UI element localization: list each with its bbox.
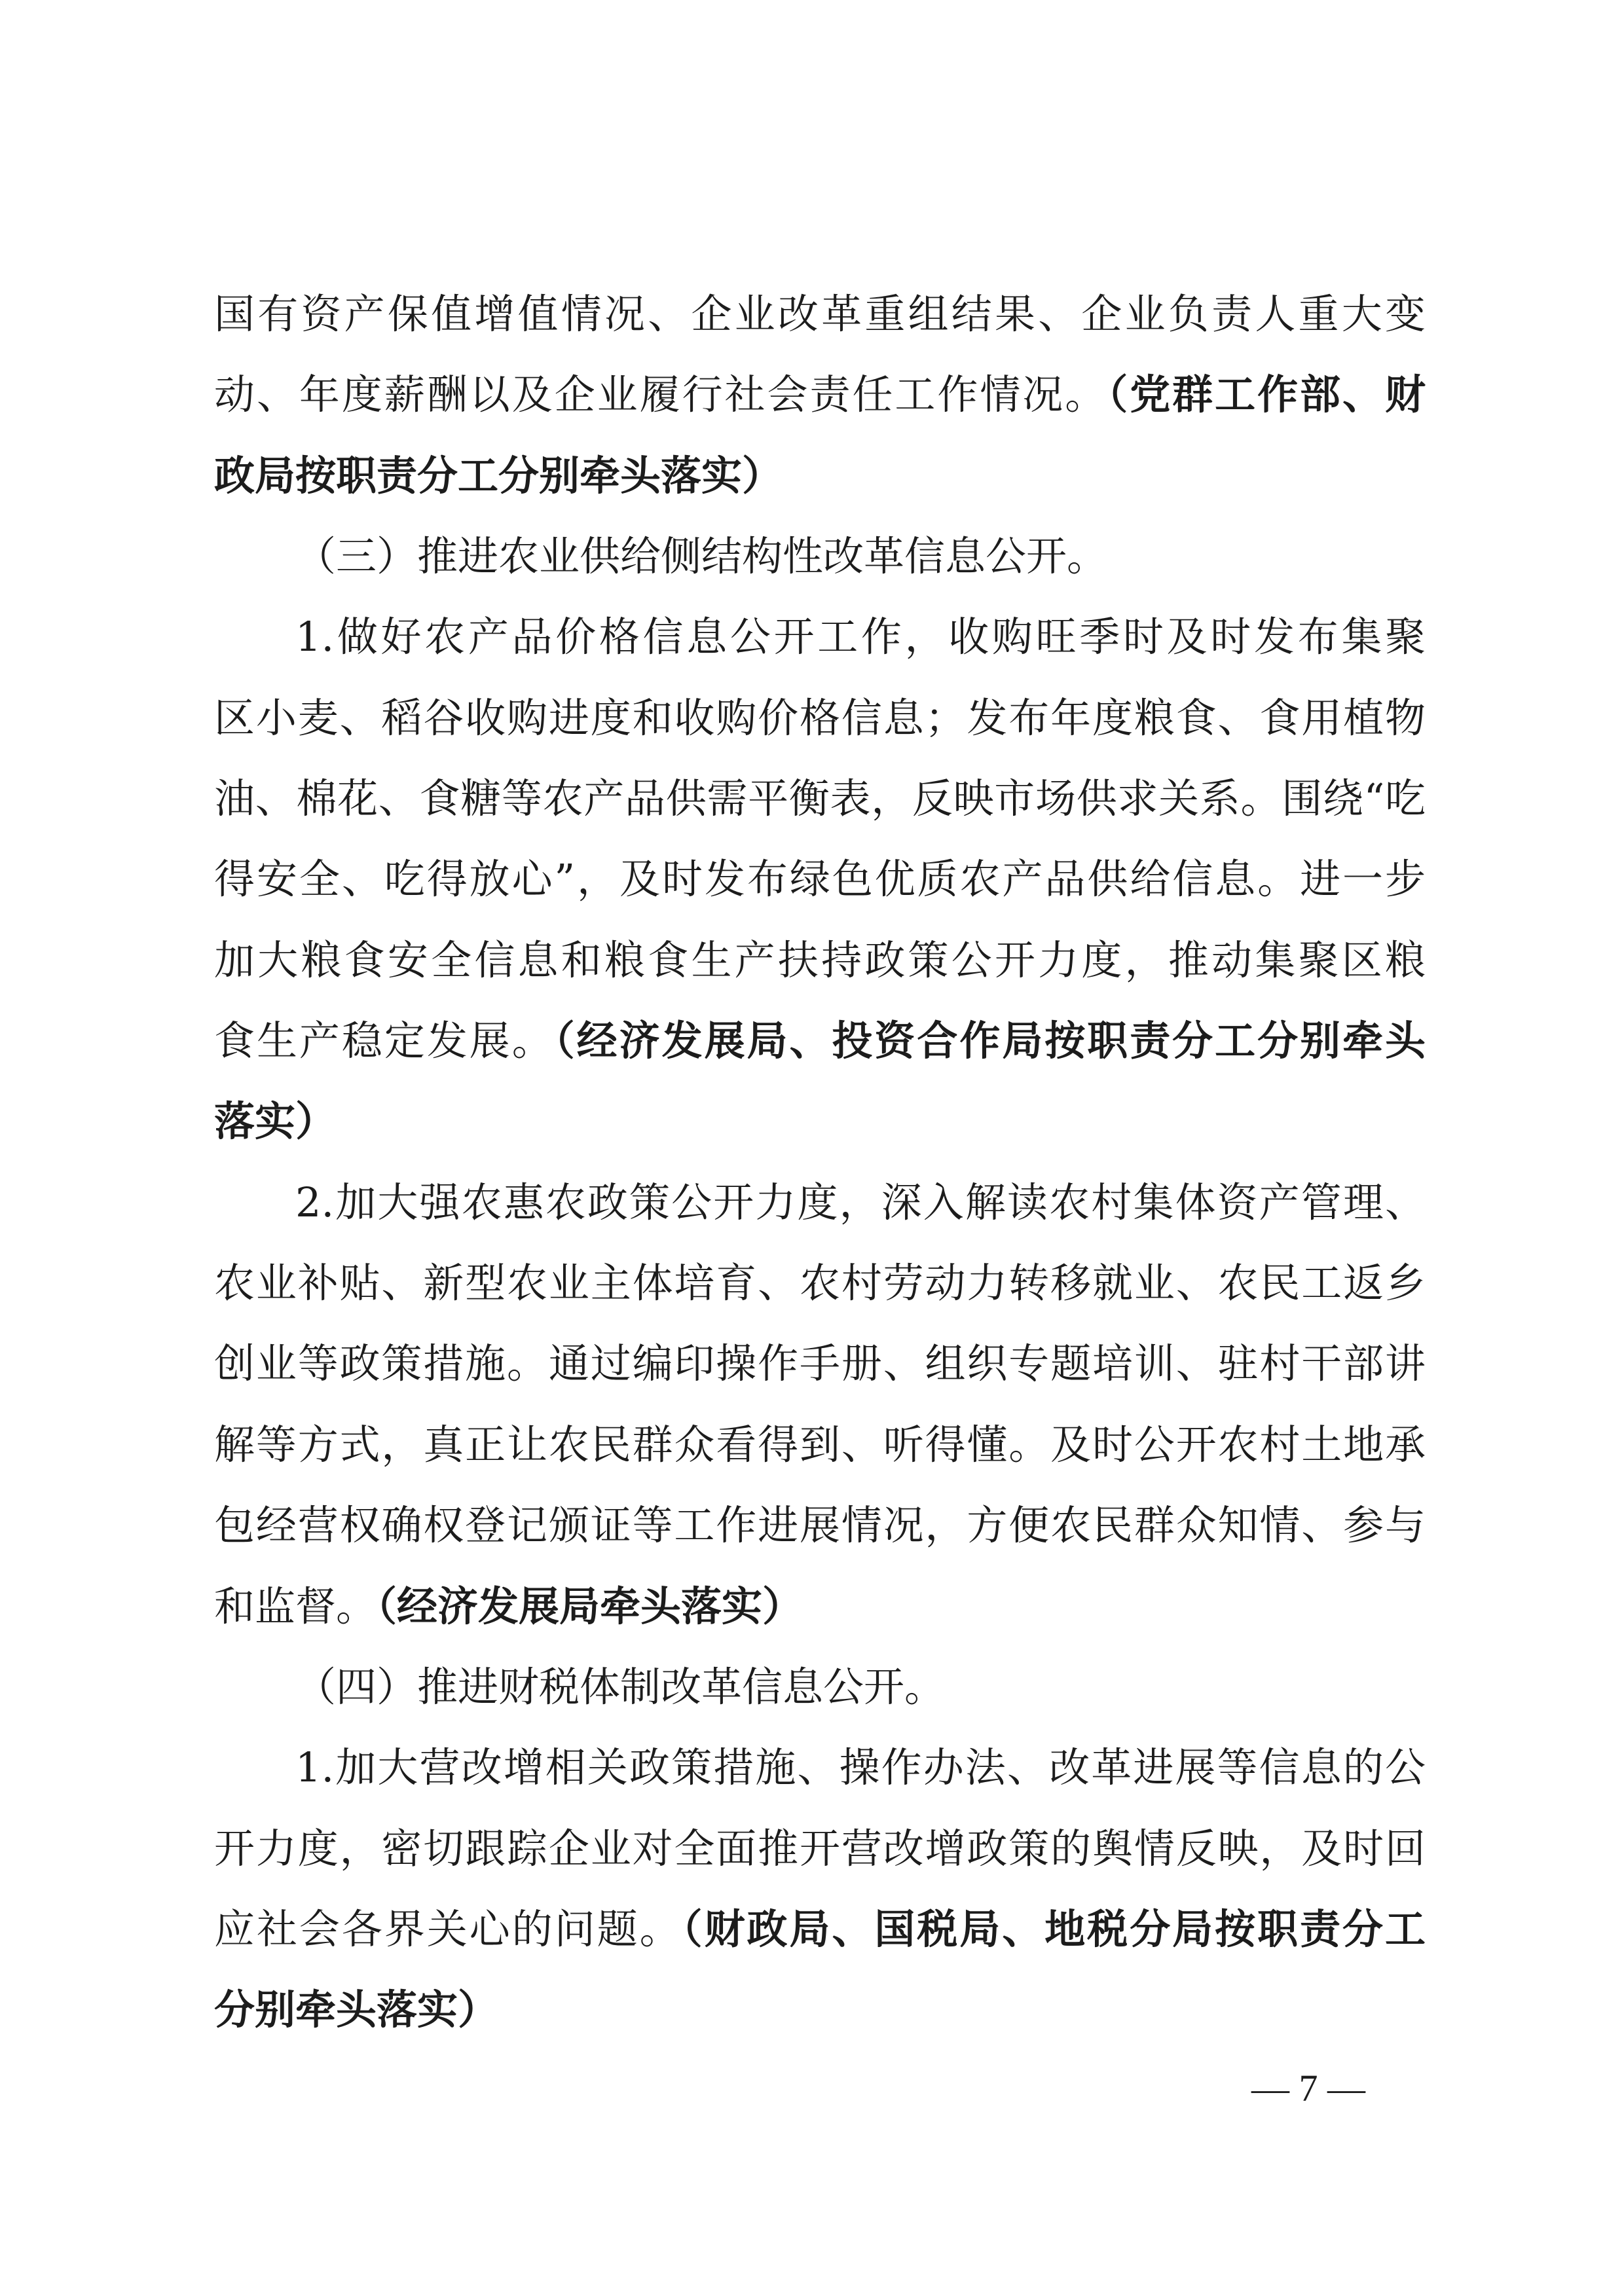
body-text: 得安全、吃得放心”，及时发布绿色优质农产品供给信息。进一步 [214, 855, 1426, 903]
text-line [214, 274, 1426, 354]
paragraph [214, 1162, 1426, 1647]
body-text: 区小麦、稻谷收购进度和收购价格信息；发布年度粮食、食用植物 [214, 693, 1426, 742]
text-line [214, 354, 1426, 435]
text-line [214, 435, 1426, 516]
body-text: 1.加大营改增相关政策措施、操作办法、改革进展等信息的公 [295, 1743, 1426, 1792]
text-line [214, 758, 1426, 839]
text-line [214, 678, 1426, 758]
body-text: 国有资产保值增值情况、企业改革重组结果、企业负责人重大变 [214, 290, 1426, 338]
text-line [214, 1566, 1426, 1647]
body-text: 加大粮食安全信息和粮食生产扶持政策公开力度，推动集聚区粮 [214, 936, 1426, 984]
lead-department-note: （党群工作部、财 [1107, 371, 1426, 419]
body-text: 应社会各界关心的问题。 [214, 1904, 682, 1953]
text-line [214, 839, 1426, 919]
lead-department-note: 政局按职责分工分别牵头落实） [214, 451, 783, 500]
text-line [214, 920, 1426, 1000]
text-line [214, 1081, 1426, 1161]
text-line [214, 1404, 1426, 1485]
body-text: 动、年度薪酬以及企业履行社会责任工作情况。 [214, 371, 1108, 419]
text-line [214, 1162, 1426, 1243]
section-heading-text: （四）推进财税体制改革信息公开。 [295, 1662, 946, 1711]
text-line [214, 596, 1426, 677]
body-text: 1.做好农产品价格信息公开工作，收购旺季时及时发布集聚 [295, 613, 1426, 661]
body-text-block [214, 274, 1426, 2050]
body-text: 油、棉花、食糖等农产品供需平衡表，反映市场供求关系。围绕“吃 [214, 774, 1426, 823]
text-line [214, 1727, 1426, 1808]
body-text: 解等方式，真正让农民群众看得到、听得懂。及时公开农村土地承 [214, 1420, 1426, 1468]
paragraph [214, 596, 1426, 1161]
page-number: — 7 — [1251, 2067, 1365, 2109]
paragraph [214, 1727, 1426, 2050]
text-line [214, 1808, 1426, 1889]
body-text: 2.加大强农惠农政策公开力度，深入解读农村集体资产管理、 [295, 1178, 1426, 1226]
text-line [214, 1889, 1426, 1969]
body-text: 农业补贴、新型农业主体培育、农村劳动力转移就业、农民工返乡 [214, 1259, 1426, 1307]
lead-department-note: （经济发展局、投资合作局按职责分工分别牵头 [554, 1017, 1426, 1065]
body-text: 创业等政策措施。通过编印操作手册、组织专题培训、驻村干部讲 [214, 1339, 1426, 1388]
text-line [214, 1323, 1426, 1404]
section-heading [214, 516, 1426, 596]
section-heading-text: （三）推进农业供给侧结构性改革信息公开。 [295, 532, 1108, 581]
lead-department-note: 分别牵头落实） [214, 1986, 499, 2034]
text-line [214, 1969, 1426, 2050]
section-heading [214, 1647, 1426, 1727]
body-text: 开力度，密切跟踪企业对全面推开营改增政策的舆情反映，及时回 [214, 1824, 1426, 1872]
lead-department-note: （财政局、国税局、地税分局按职责分工 [682, 1904, 1426, 1953]
text-line [214, 1485, 1426, 1565]
body-text: 食生产稳定发展。 [214, 1017, 555, 1065]
body-text: 包经营权确权登记颁证等工作进展情况，方便农民群众知情、参与 [214, 1501, 1426, 1550]
text-line [214, 1000, 1426, 1081]
paragraph [214, 274, 1426, 516]
lead-department-note: （经济发展局牵头落实） [377, 1582, 803, 1630]
lead-department-note: 落实） [214, 1097, 337, 1146]
body-text: 和监督。 [214, 1582, 377, 1630]
text-line [214, 1243, 1426, 1323]
